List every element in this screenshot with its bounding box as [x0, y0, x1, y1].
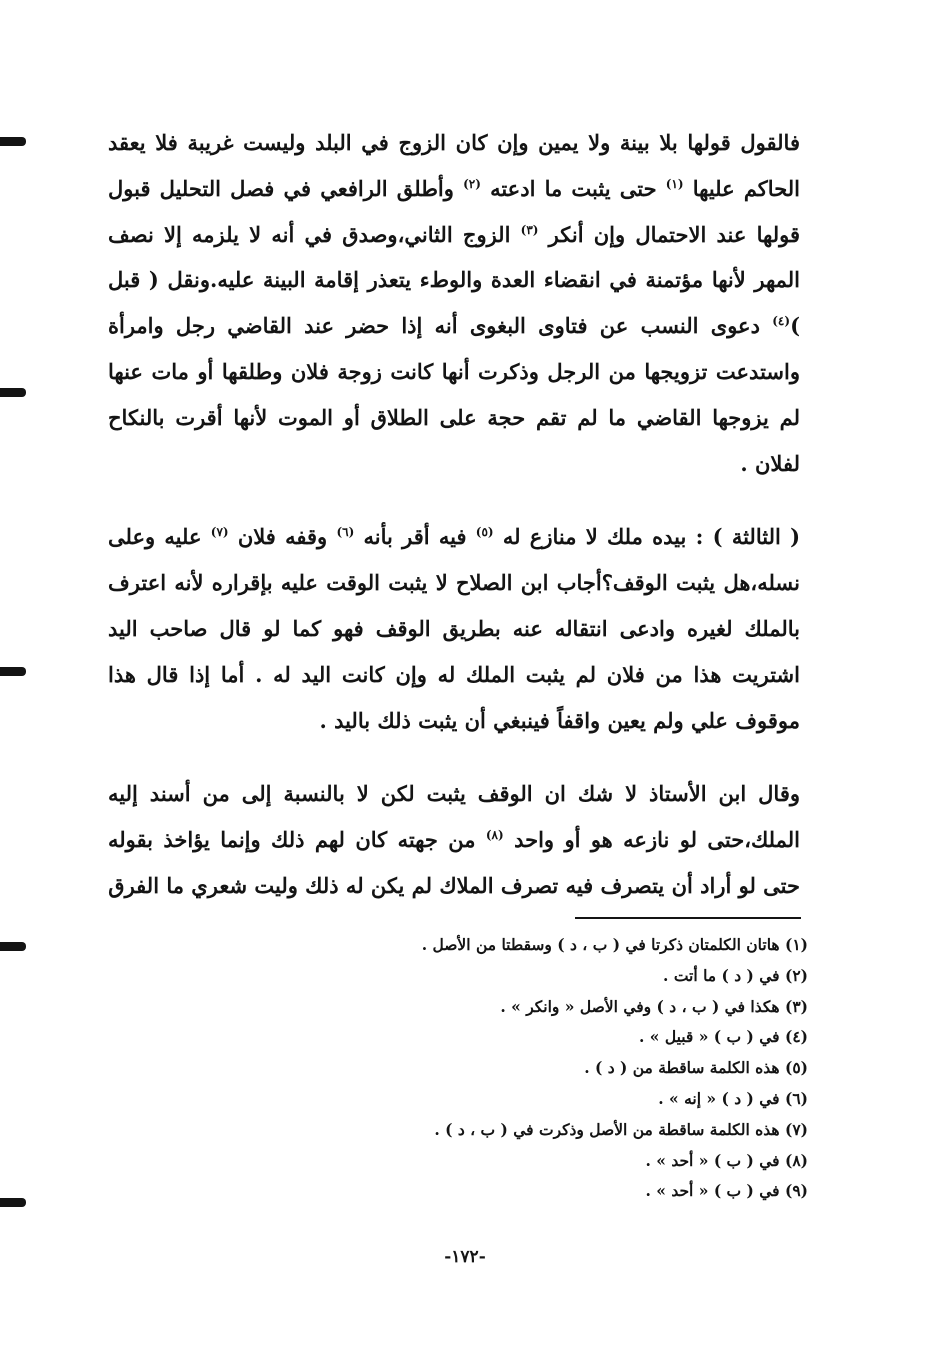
paragraph [108, 771, 800, 908]
text-run: وقال ابن الأستاذ لا شك ان الوقف يثبت لكن لا بالنسبة إلى من أسند إليه الملك،حتى لو نازعه هو أو واحد [108, 781, 800, 853]
text-run: حتى يثبت ما ادعته [480, 175, 666, 201]
main-text [108, 120, 800, 909]
footnote: (٢) في ( د ) ما أتت . [663, 965, 808, 985]
footnote-ref: (٢) [463, 176, 481, 191]
footnote: (٩) في ( ب ) « أحد » . [645, 1181, 808, 1201]
footnote: (٨) في ( ب ) « أحد » . [645, 1150, 808, 1170]
text-run: عليه وعلى نسله،هل يثبت الوقف؟أجاب ابن الصلاح لا يثبت الوقت عليه بإقراره لأنه اعترف بالملك لغيره وادعى انتقاله عنه بطريق الوقف فهو كما لو قال صاحب اليد اشتريت هذا من فلان لم يثبت الملك له وإن كانت اليد له . أما إذا قال هذا موقوف علي ولم يعين واقفاً فينبغي أن يثبت ذلك باليد . [108, 524, 800, 733]
footnote-ref: (٧) [210, 525, 229, 540]
paragraph [108, 120, 800, 486]
margin-mark [0, 137, 26, 146]
text-run: وقفه فلان [228, 524, 337, 550]
margin-mark [0, 667, 26, 676]
footnote: (٥) هذه الكلمة ساقطة من ( د ) . [584, 1058, 808, 1078]
margin-mark [0, 942, 26, 951]
footnotes-list [108, 930, 808, 1207]
footnote: (٣) هكذا في ( ب ، د ) وفي الأصل « وانكر » . [500, 996, 808, 1016]
footnote-ref: (٦) [336, 525, 355, 540]
text-run: وأطلق الرافعي في فصل التحليل قبول قولها عند الاحتمال وإن أنكر [108, 175, 800, 247]
text-run: دعوى النسب عن فتاوى البغوى أنه إذا حضر عند القاضي رجل وامرأة واستدعت تزويجها من الرجل وذكرت أنها كانت زوجة فلان وطلقها أو مات عنها لم يزوجها القاضي ما لم تقم حجة على الطلاق أو الموت لأنها أقرت بالنكاح لفلان . [108, 313, 800, 476]
footnote-separator [575, 917, 801, 919]
margin-mark [0, 388, 26, 397]
footnote: (٦) في ( د ) « إنه » . [658, 1088, 808, 1108]
footnote-ref: (٥) [475, 525, 494, 540]
text-run: الزوج الثاني،وصدق في أنه لا يلزمه إلا نصف المهر لأنها مؤتمنة في انقضاء العدة والوطء يتعذر إقامة البينة عليه.ونقل ( قبل ) [108, 221, 800, 339]
text-run: من جهته كان لهم ذلك وإنما يؤاخذ بقوله حتى لو أراد أن يتصرف فيه تصرف الملاك لم يكن له ذلك وليت شعري ما الفرق [108, 827, 800, 898]
footnote-ref: (٤) [772, 314, 791, 329]
text-run: فالقول قولها بلا بينة ولا يمين وإن كان الزوج في البلد وليست غريبة فلا يعقد الحاكم عليها [108, 130, 800, 201]
margin-mark [0, 1198, 26, 1207]
page-number: -١٧٢- [444, 1247, 486, 1267]
footnote-ref: (٣) [520, 222, 539, 237]
paragraph [108, 514, 800, 743]
footnote: (١) هاتان الكلمتان ذكرتا في ( ب ، د ) وسقطتا من الأصل . [421, 935, 808, 954]
footnote: (٧) هذه الكلمة ساقطة من الأصل وذكرت في ( ب ، د ) . [434, 1119, 808, 1139]
text-run: فيه أقر بأنه [354, 524, 476, 550]
footnote-ref: (٨) [485, 828, 504, 843]
text-run: ( الثالثة ) : بيده ملك لا منازع له [493, 524, 800, 550]
footnote-ref: (١) [665, 176, 684, 191]
footnote: (٤) في ( ب ) « قبيل » . [638, 1027, 808, 1047]
